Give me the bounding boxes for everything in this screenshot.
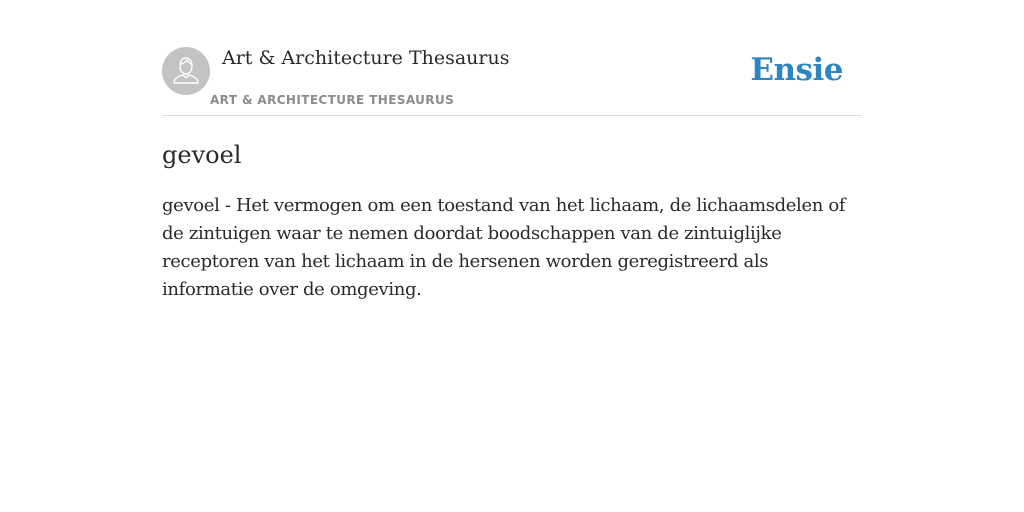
avatar[interactable]	[162, 47, 210, 95]
ensie-logo[interactable]: Ensie	[750, 52, 843, 88]
entry-definition: gevoel - Het vermogen om een toestand van het lichaam, de lichaamsdelen of de zintuigen waar te nemen doordat boodschappen van de zintuiglijke receptoren van het lichaam in de hersenen worden geregistreerd als informatie over de omgeving.	[162, 195, 846, 300]
author-name[interactable]: Art & Architecture Thesaurus	[222, 47, 510, 69]
author-subtitle[interactable]: ART & ARCHITECTURE THESAURUS	[210, 93, 455, 107]
entry-title: gevoel	[162, 141, 242, 169]
page-header	[162, 46, 862, 116]
user-silhouette-icon	[162, 47, 210, 95]
